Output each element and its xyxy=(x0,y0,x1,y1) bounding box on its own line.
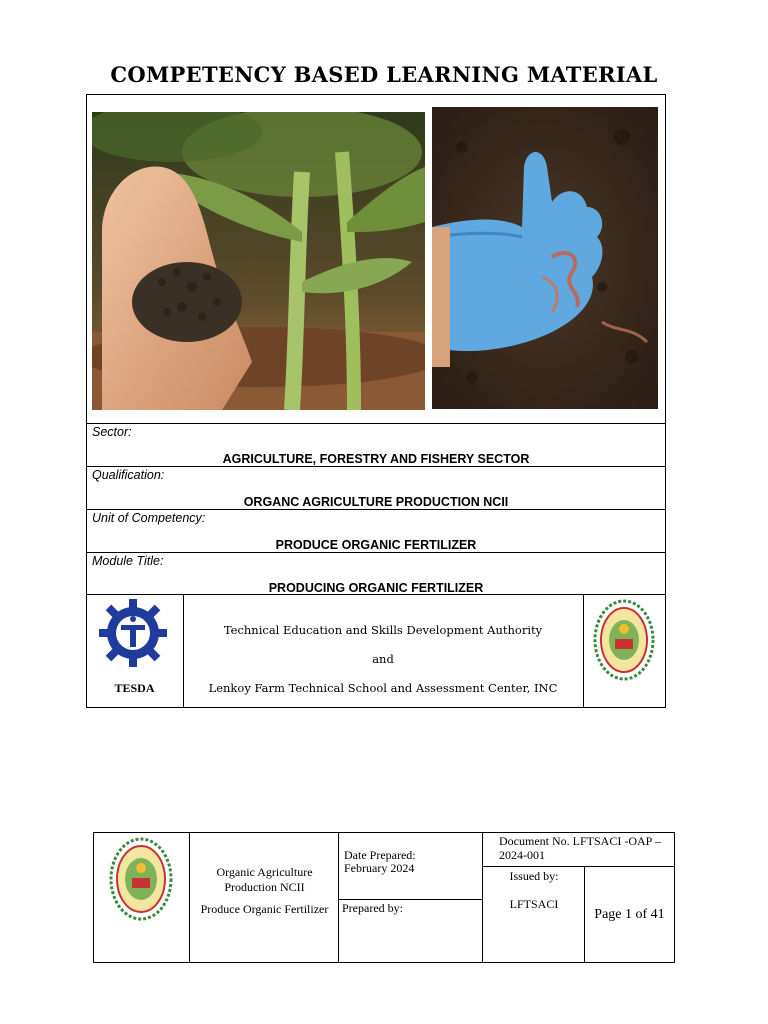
footer-page-cell xyxy=(585,867,674,962)
sector-row xyxy=(86,423,666,466)
footer-issued-cell xyxy=(483,867,585,962)
unit-row xyxy=(86,509,666,552)
module-label: Module Title: xyxy=(92,554,164,568)
qualification-label: Qualification: xyxy=(92,468,165,482)
issuer-line-2: and xyxy=(372,652,394,666)
footer-qualification: Organic Agriculture Production NCII xyxy=(216,865,313,894)
page-number: Page 1 of 41 xyxy=(594,907,665,922)
photo-vermicompost-glove xyxy=(432,107,658,409)
document-title: COMPETENCY BASED LEARNING MATERIAL xyxy=(110,62,658,87)
footer-date-cell xyxy=(339,833,483,900)
document-number: Document No. LFTSACI -OAP – 2024-001 xyxy=(499,834,661,862)
school-seal-icon xyxy=(593,599,655,681)
issuer-band xyxy=(86,594,666,708)
footer-seal-cell xyxy=(94,833,190,962)
footer-block xyxy=(93,832,675,963)
qualification-row xyxy=(86,466,666,509)
unit-value: PRODUCE ORGANIC FERTILIZER xyxy=(275,538,477,552)
issuer-names xyxy=(183,595,584,708)
tesda-cell xyxy=(86,595,184,708)
sector-value: AGRICULTURE, FORESTRY AND FISHERY SECTOR xyxy=(222,452,530,466)
school-seal-icon xyxy=(109,837,173,921)
footer-prepared-cell xyxy=(339,900,483,962)
qualification-value: ORGANC AGRICULTURE PRODUCTION NCII xyxy=(243,495,509,509)
issued-by-label: Issued by: xyxy=(509,869,559,883)
tesda-label: TESDA xyxy=(114,681,155,695)
sector-label: Sector: xyxy=(92,425,132,439)
photo-compost-hand xyxy=(92,112,425,410)
tesda-gear-logo-icon xyxy=(93,597,173,669)
module-row xyxy=(86,552,666,595)
date-prepared-value: February 2024 xyxy=(344,861,415,875)
unit-label: Unit of Competency: xyxy=(92,511,206,525)
prepared-by-label: Prepared by: xyxy=(342,901,403,915)
footer-docno-cell xyxy=(483,833,674,867)
seal-cell xyxy=(583,595,666,708)
issuer-line-1: Technical Education and Skills Development Authority xyxy=(223,623,543,637)
footer-module: Produce Organic Fertilizer xyxy=(200,902,329,916)
date-prepared-label: Date Prepared: xyxy=(344,848,416,862)
issuer-line-3: Lenkoy Farm Technical School and Assessment Center, INC xyxy=(208,681,558,695)
issued-by-value: LFTSACI xyxy=(509,897,559,911)
module-value: PRODUCING ORGANIC FERTILIZER xyxy=(268,581,484,595)
footer-title-cell xyxy=(190,833,339,962)
